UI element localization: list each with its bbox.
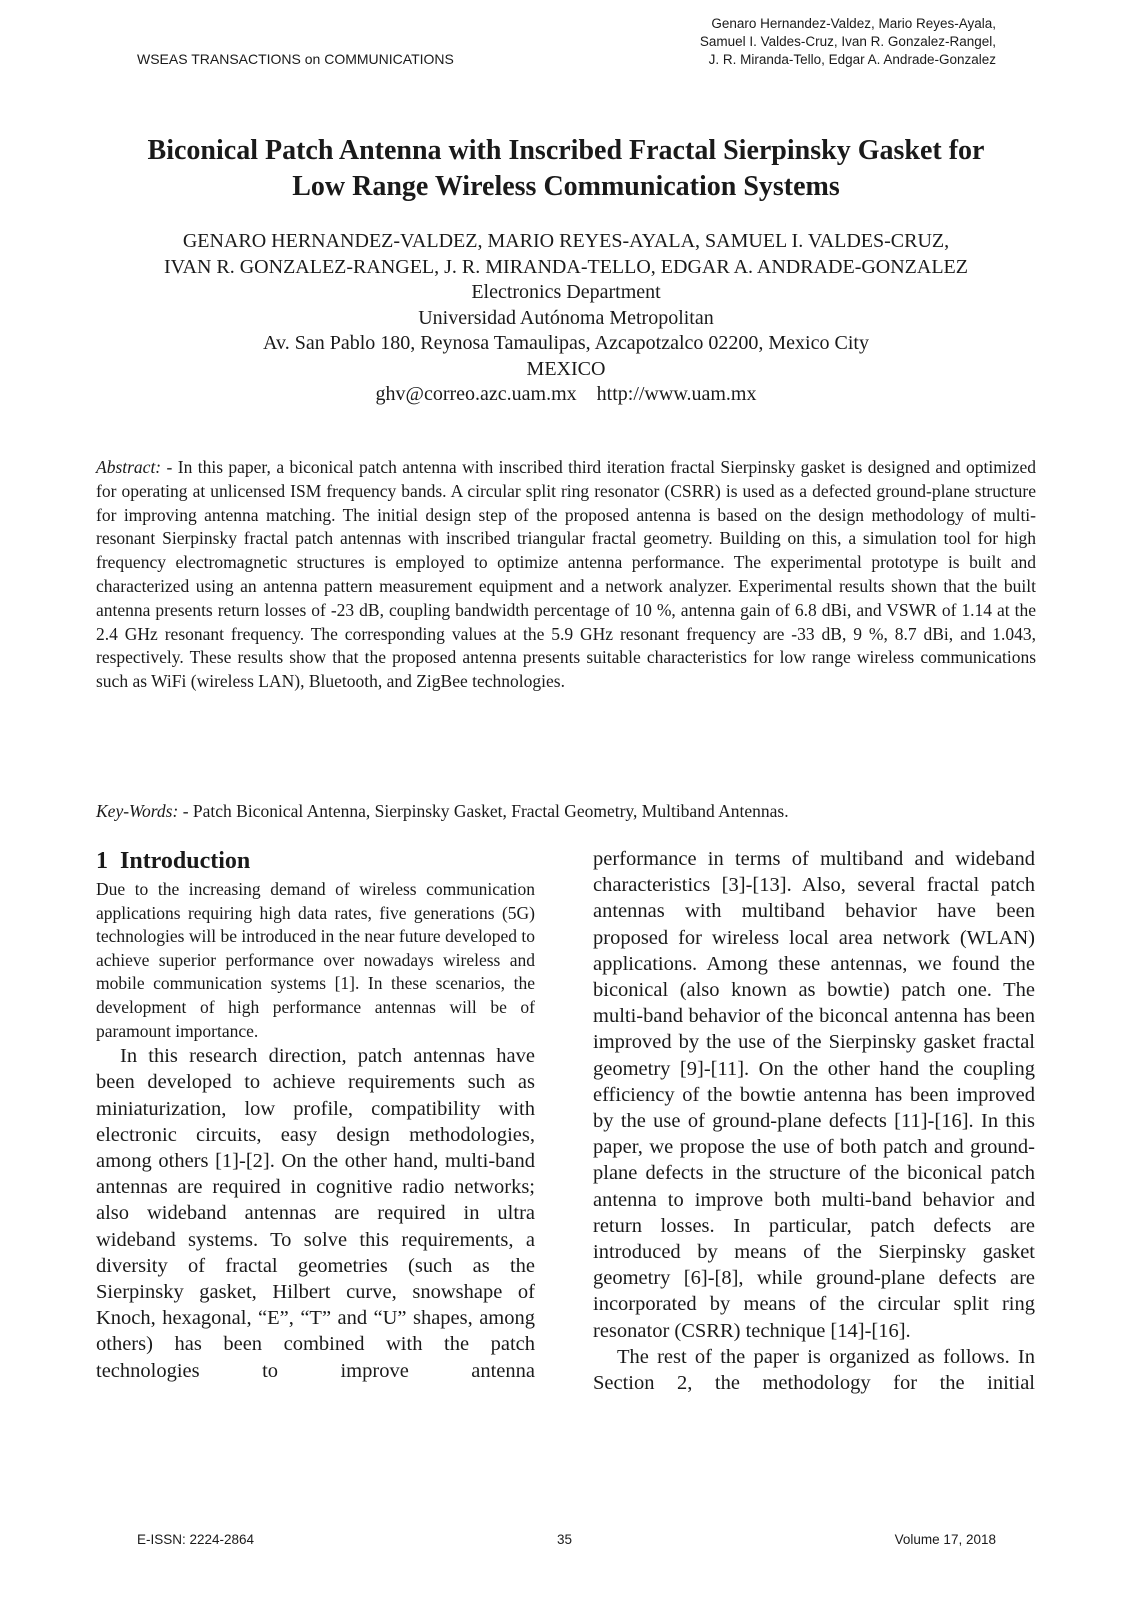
abstract (96, 456, 1036, 694)
abstract-text: - In this paper, a biconical patch antenna with inscribed third iteration fractal Sierpinsky gasket is designed and optimized for operating at unlicensed ISM frequency bands. A circular split ring resonator (CSRR) is used as a defected ground-plane structure for improving antenna matching. The initial design step of the proposed antenna is based on the design methodology of multi-resonant Sierpinsky fractal patch antennas with inscribed triangular fractal geometry. Building on this, a simulation tool for high frequency electromagnetic structures is employed to optimize antenna performance. The experimental prototype is built and characterized using an antenna pattern measurement equipment and a network analyzer. Experimental results shown that the built antenna presents return losses of -23 dB, coupling bandwidth percentage of 10 %, antenna gain of 6.8 dBi, and VSWR of 1.14 at the 2.4 GHz resonant frequency. The corresponding values at the 5.9 GHz resonant frequency are -33 dB, 9 %, 8.7 dBi, and 1.043, respectively. These results show that the proposed antenna presents suitable characteristics for low range wireless communications such as WiFi (wireless LAN), Bluetooth, and ZigBee technologies. (96, 457, 1036, 692)
keywords-label: Key-Words: (96, 801, 179, 821)
intro-paragraph-3: The rest of the paper is organized as follows. In Section 2, the methodology for the initial (593, 1345, 1035, 1395)
section-heading: 1 Introduction (96, 848, 251, 874)
author-names-line: IVAN R. GONZALEZ-RANGEL, J. R. MIRANDA-TELLO, EDGAR A. ANDRADE-GONZALEZ (163, 255, 968, 278)
running-authors-line: Genaro Hernandez-Valdez, Mario Reyes-Ayala, (711, 16, 996, 31)
column-right (593, 846, 1035, 1396)
intro-paragraph-2-continued: performance in terms of multiband and wideband characteristics [3]-[13]. Also, several fractal patch antennas with multiband behavior have been proposed for wireless local area network (WLAN) applications. Among these antennas, we found the biconical (also known as bowtie) patch one. The multi-band behavior of the biconcal antenna has been improved by the use of the Sierpinsky gasket fractal geometry [9]-[11]. On the other hand the coupling efficiency of the bowtie antenna has been improved by the use of ground-plane defects [11]-[16]. In this paper, we propose the use of both patch and ground-plane defects in the structure of the biconical patch antenna to improve both multi-band behavior and return losses. In particular, patch defects are introduced by means of the Sierpinsky gasket geometry [6]-[8], while ground-plane defects are incorporated by means of the circular split ring resonator (CSRR) technique [14]-[16]. (593, 848, 1035, 1342)
title-line: Biconical Patch Antenna with Inscribed Fractal Sierpinsky Gasket for (147, 135, 985, 166)
running-authors-line: J. R. Miranda-Tello, Edgar A. Andrade-Gonzalez (708, 52, 996, 67)
keywords-text: - Patch Biconical Antenna, Sierpinsky Gasket, Fractal Geometry, Multiband Antennas. (178, 801, 789, 821)
running-authors-line: Samuel I. Valdes-Cruz, Ivan R. Gonzalez-Rangel, (699, 34, 996, 49)
university: Universidad Autónoma Metropolitan (418, 306, 714, 329)
abstract-label: Abstract: (96, 457, 162, 477)
intro-paragraph-1: Due to the increasing demand of wireless communication applications requiring high data rates, five generations (5G) technologies will be introduced in the near future developed to achieve superior performance over nowadays wireless and mobile communication systems [1]. In these scenarios, the development of high performance antennas will be of paramount importance. (96, 879, 535, 1041)
country: MEXICO (526, 357, 606, 380)
running-authors (700, 15, 996, 69)
title-line: Low Range Wireless Communication Systems (292, 171, 840, 202)
address: Av. San Pablo 180, Reynosa Tamaulipas, Azcapotzalco 02200, Mexico City (263, 332, 869, 354)
footer-volume: Volume 17, 2018 (894, 1532, 996, 1547)
keywords (96, 801, 1036, 822)
intro-paragraph-2: In this research direction, patch antennas have been developed to achieve requirements such as miniaturization, low profile, compatibility with electronic circuits, easy design methodologies, among others [1]-[2]. On the other hand, multi-band antennas are required in cognitive radio networks; also wideband antennas are required in ultra wideband systems. To solve this requirements, a diversity of fractal geometries (such as the Sierpinsky gasket, Hilbert curve, snowshape of Knoch, hexagonal, “E”, “T” and “U” shapes, among others) has been combined with the patch technologies to improve antenna (96, 1045, 535, 1382)
column-left (96, 846, 535, 1384)
footer-issn: E-ISSN: 2224-2864 (137, 1532, 255, 1547)
contact: ghv@correo.azc.uam.mx http://www.uam.mx (375, 383, 757, 405)
paper-title (80, 133, 1052, 205)
author-names-line: GENARO HERNANDEZ-VALDEZ, MARIO REYES-AYALA, SAMUEL I. VALDES-CRUZ, (182, 230, 950, 252)
footer-page-number: 35 (557, 1532, 573, 1547)
journal-name: WSEAS TRANSACTIONS on COMMUNICATIONS (137, 51, 454, 67)
department: Electronics Department (471, 281, 661, 303)
author-block (60, 229, 1072, 408)
